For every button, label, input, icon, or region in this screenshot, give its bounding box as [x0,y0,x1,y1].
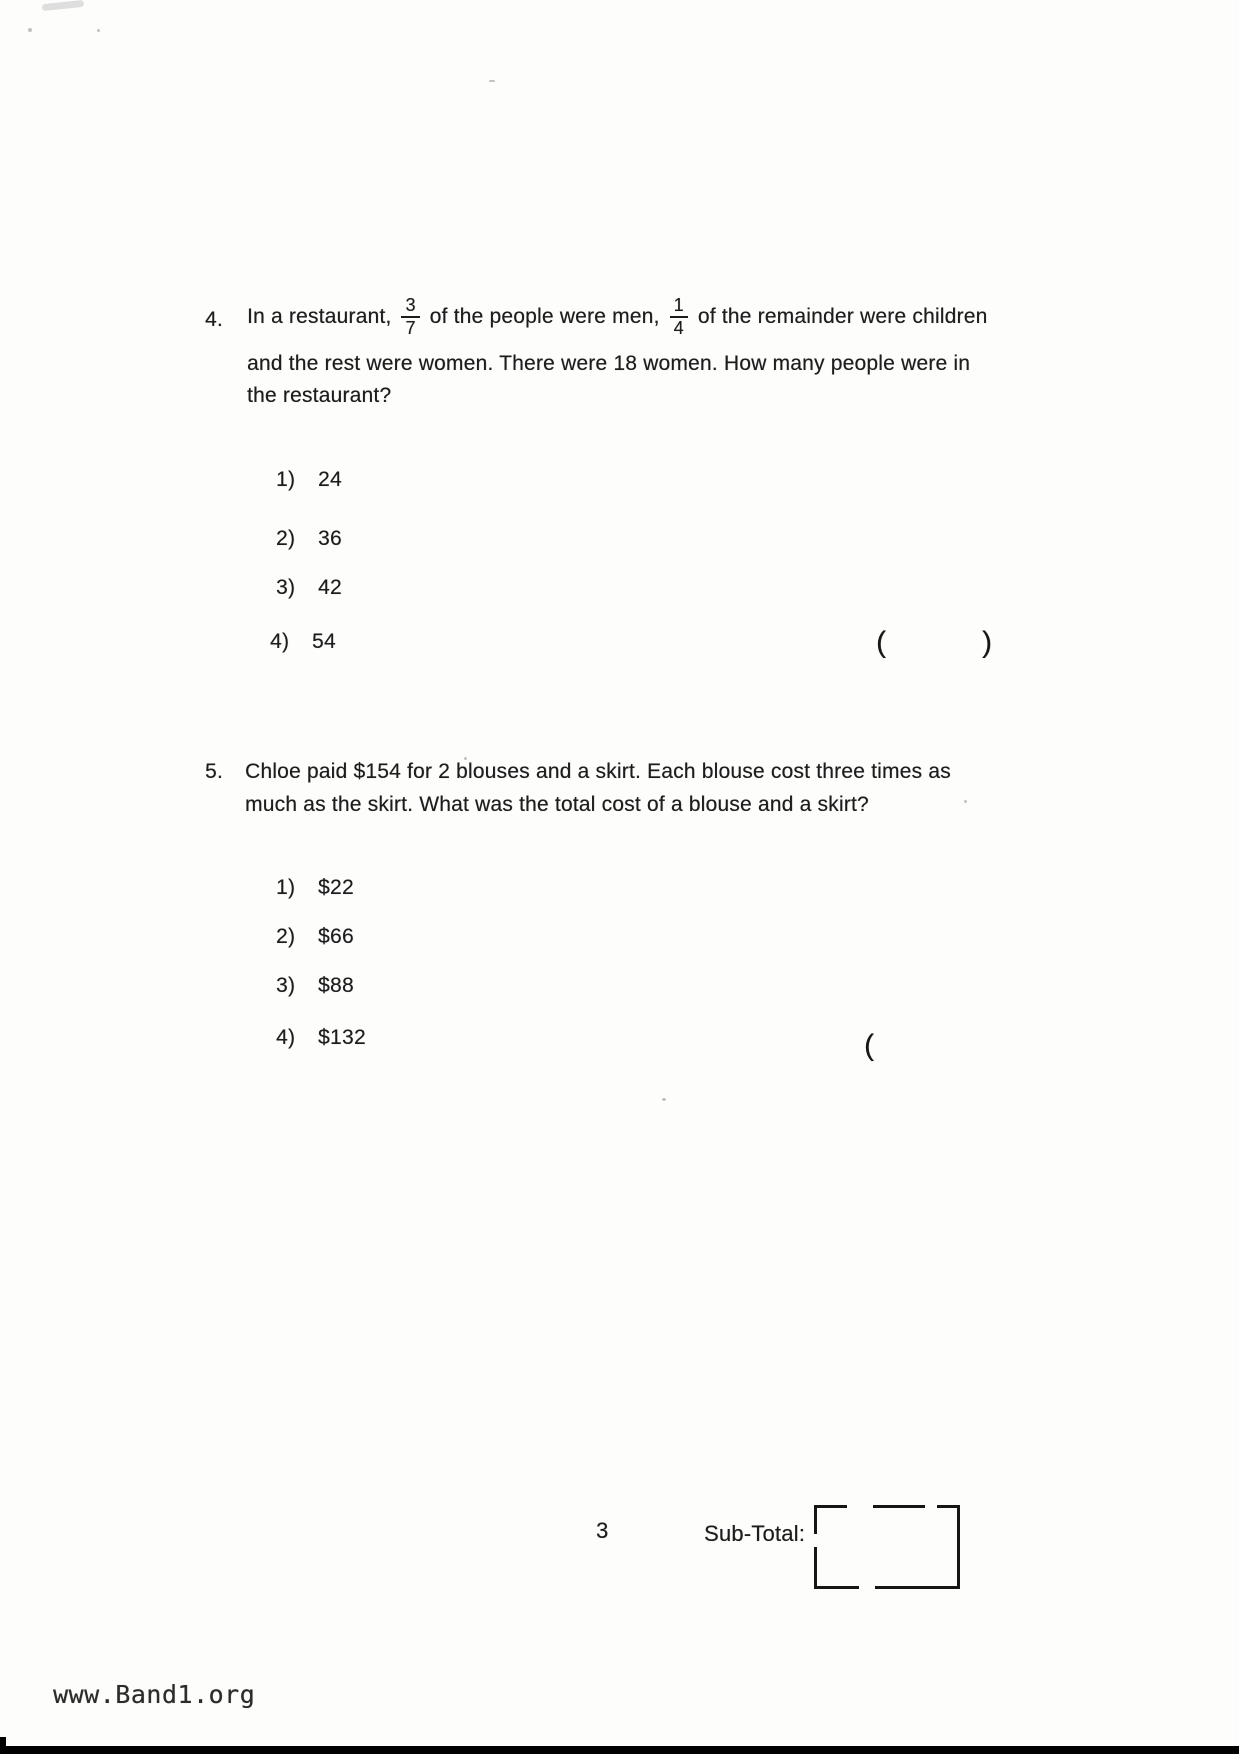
question-4-option-3 [276,576,342,600]
scan-speck [97,29,100,32]
question-4-text-segment: of the people were men, [429,305,660,328]
scan-speck [28,28,32,32]
answer-open-paren: ( [876,626,886,659]
answer-open-paren: ( [864,1029,874,1062]
subtotal-label: Sub-Total: [704,1521,806,1546]
fraction-one-quarter [670,296,688,338]
question-5-option-4 [276,1026,366,1050]
scan-speck [662,1098,666,1101]
scan-border-gap [859,1584,875,1590]
scan-speck [964,800,967,803]
option-label: 2) [276,925,296,948]
question-5-option-3 [276,974,354,998]
scan-border-gap [925,1504,937,1510]
fraction-three-sevenths [401,296,419,338]
option-value: $22 [318,876,354,899]
question-4-option-2 [276,527,342,551]
option-value: 42 [318,576,342,599]
option-value: $132 [318,1026,366,1049]
fraction-denominator: 7 [405,318,416,338]
question-4-line-3: the restaurant? [247,384,392,407]
option-label: 4) [270,630,290,653]
option-value: 36 [318,527,342,550]
question-4-line-2: and the rest were women. There were 18 women. How many people were in [247,352,971,375]
option-value: $88 [318,974,354,997]
option-value: 24 [318,468,342,491]
question-5-option-1 [276,876,354,900]
question-4-text-segment: In a restaurant, [247,305,392,328]
scan-smudge [42,0,85,11]
question-4-line-1 [247,288,987,346]
scan-border-gap [813,1534,819,1547]
option-label: 3) [276,974,296,997]
option-label: 3) [276,576,296,599]
question-4-number: 4. [205,308,223,331]
scan-border-gap [847,1504,873,1510]
option-label: 4) [276,1026,296,1049]
option-label: 1) [276,876,296,899]
fraction-numerator: 1 [670,296,688,318]
question-5-option-2 [276,925,354,949]
question-4-option-4 [270,630,336,654]
question-4-text-segment: of the remainder were children [697,305,988,328]
fraction-denominator: 4 [673,318,684,338]
scan-speck [489,80,495,82]
question-5-line-1: Chloe paid $154 for 2 blouses and a skirt. Each blouse cost three times as [245,760,951,783]
fraction-numerator: 3 [401,296,419,318]
subtotal-box [814,1505,960,1589]
option-value: 54 [312,630,336,653]
page-number: 3 [596,1518,609,1543]
option-value: $66 [318,925,354,948]
question-5-line-2: much as the skirt. What was the total cost of a blouse and a skirt? [245,793,869,816]
answer-close-paren: ) [982,626,992,659]
option-label: 2) [276,527,296,550]
question-4-option-1 [276,468,342,492]
scan-bottom-bar [0,1746,1239,1754]
website-url: www.Band1.org [53,1680,256,1709]
question-5-number: 5. [205,760,223,783]
option-label: 1) [276,468,296,491]
